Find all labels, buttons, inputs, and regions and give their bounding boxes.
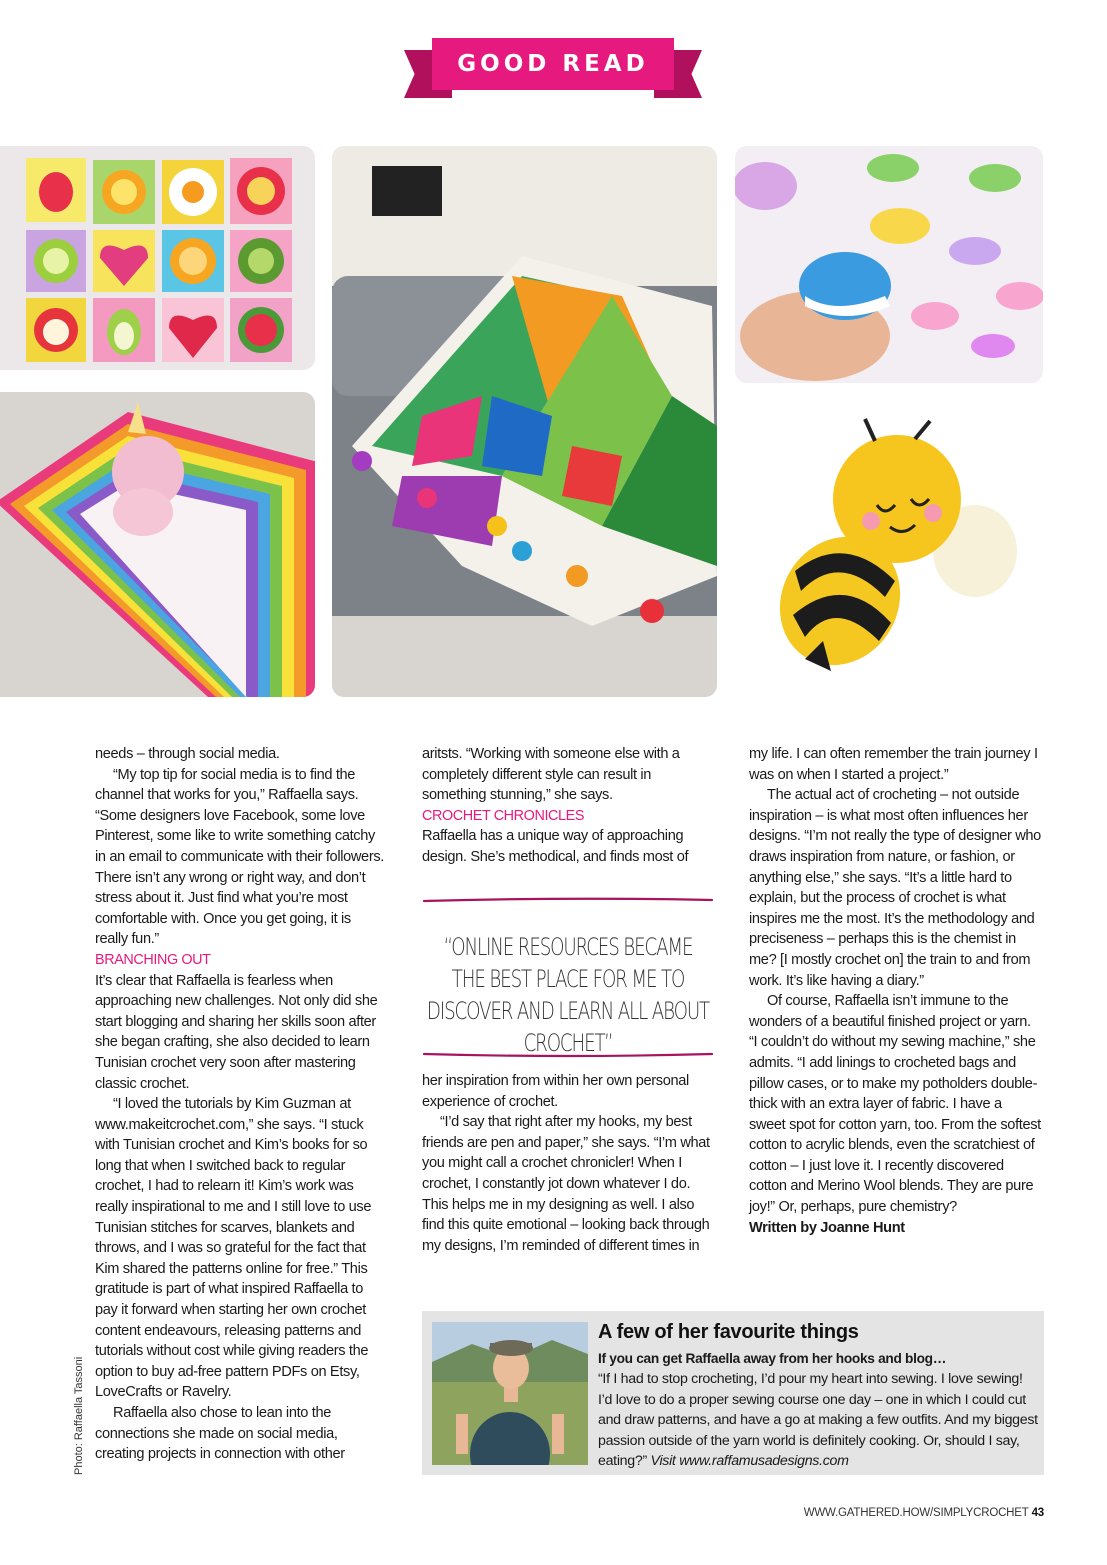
favourites-box <box>422 1311 1044 1475</box>
pull-quote-rule-top <box>422 895 714 905</box>
subheading-crochet-chronicles: CROCHET CHRONICLES <box>422 807 585 824</box>
body-paragraph: “My top tip for social media is to find the channel that works for you,” Raffaella says. “Some designers love Facebook, some love Pinterest, some like to write something catchy in an email to communicate with their followers. There isn’t any wrong or right way, and don’t stress about it. Just find what you’re most comfortable with. Once you get going, it is really fun.” <box>95 766 384 948</box>
page-footer <box>804 1507 1044 1519</box>
crochet-bee-photo <box>735 401 1043 697</box>
pull-quote: “ONLINE RESOURCES BECAME THE BEST PLACE FOR ME TO DISCOVER AND LEARN ALL ABOUT CROCHET” <box>426 933 710 1057</box>
favourites-quote <box>598 1369 1038 1472</box>
article-column-2-top <box>422 744 714 868</box>
body-paragraph: “I loved the tutorials by Kim Guzman at www.makeitcrochet.com,” she says. “I stuck with Tunisian crochet and Kim’s books for so long that when I switched back to regular crochet, I had to relearn it! Kim’s work was really inspirational to me and I still love to use Tunisian stitches for scarves, blankets and throws, and I was so grateful for the fact that Kim shared the patterns online for free.” This gratitude is part of what inspired Raffaella to pay it forward when starting her own crochet content endeavours, releasing patterns and tutorials without cost while giving readers the option to buy ad-free pattern PDFs on Etsy, LoveCrafts or Ravelry. <box>95 1096 372 1401</box>
byline: Written by Joanne Hunt <box>749 1219 905 1236</box>
article-column-2-bottom <box>422 1071 714 1256</box>
body-paragraph: needs – through social media. <box>95 746 280 762</box>
favourites-quote-text: “If I had to stop crocheting, I’d pour my heart into sewing. I love sewing! I’d love to do a proper sewing course one day – one in which I could cut and draw patterns, and have a go at making a few outfits. And my biggest passion outside of the yarn world is definitely cooking. Or, should I say, eating?” <box>598 1371 1038 1470</box>
article-column-3 <box>749 744 1041 1238</box>
portrait-photo <box>432 1322 588 1465</box>
body-paragraph: The actual act of crocheting – not outside inspiration – is what most often influences her designs. “I’m not really the type of designer who draws inspiration from nature, or fashion, or anything else,” she says. “It’s a little hard to explain, but the process of crochet is what inspires me the most. It’s the methodology and preciseness – perhaps this is the chemist in me? [I mostly crochet on] the train to and from work. It’s like having a diary.” <box>749 787 1041 989</box>
body-paragraph: Raffaella has a unique way of approaching design. She’s methodical, and finds most of <box>422 828 689 865</box>
body-paragraph: my life. I can often remember the train journey I was on when I started a project.” <box>749 746 1038 783</box>
pull-quote-rule-bottom <box>422 1050 714 1060</box>
body-paragraph: Of course, Raffaella isn’t immune to the wonders of a beautiful finished project or yarn. “I couldn’t do without my sewing machine,” she admits. “I add linings to crocheted bags and pillow cases, or to make my potholders double-thick with an extra layer of fabric. I have a sweet spot for cotton yarn, too. From the softest cotton to acrylic blends, even the scratchiest of cotton – I just love it. I recently discovered cotton and Merino Wool blends. They are pure joy!” Or, perhaps, pure chemistry? <box>749 993 1041 1216</box>
crochet-fruit-squares-photo <box>0 146 315 370</box>
favourites-lead: If you can get Raffaella away from her hooks and blog… <box>598 1351 947 1366</box>
favourites-title: A few of her favourite things <box>598 1321 859 1343</box>
page-number: 43 <box>1031 1507 1044 1519</box>
body-paragraph: Raffaella also chose to lean into the connections she made on social media, creating projects in connection with other <box>95 1405 345 1463</box>
granny-square-blanket-sofa-photo <box>332 146 717 697</box>
photo-credit: Photo: Raffaella Tassoni <box>73 1356 85 1475</box>
body-paragraph: “I’d say that right after my hooks, my best friends are pen and paper,” she says. “I’m what you might call a crochet chronicler! When I crochet, I constantly jot down whatever I do. This helps me in my designing as well. I also find this quite emotional – looking back through my designs, I’m reminded of different times in <box>422 1114 710 1254</box>
crochet-whales-photo <box>735 146 1043 383</box>
website-link[interactable]: Visit www.raffamusadesigns.com <box>650 1453 849 1470</box>
section-ribbon <box>404 38 702 100</box>
footer-url[interactable]: WWW.GATHERED.HOW/SIMPLYCROCHET <box>803 1507 1029 1519</box>
ribbon-band <box>432 38 674 90</box>
unicorn-rainbow-blanket-photo <box>0 392 315 697</box>
section-title: GOOD READ <box>457 51 649 77</box>
article-column-1 <box>95 744 387 1465</box>
body-paragraph: her inspiration from within her own personal experience of crochet. <box>422 1073 689 1110</box>
body-paragraph: It’s clear that Raffaella is fearless when approaching new challenges. Not only did she start blogging and sharing her skills soon after she began crafting, she also decided to learn Tunisian crochet very soon after mastering classic crochet. <box>95 972 378 1092</box>
body-paragraph: aritsts. “Working with someone else with a completely different style can result in something stunning,” she says. <box>422 746 680 804</box>
subheading-branching-out: BRANCHING OUT <box>95 951 211 968</box>
